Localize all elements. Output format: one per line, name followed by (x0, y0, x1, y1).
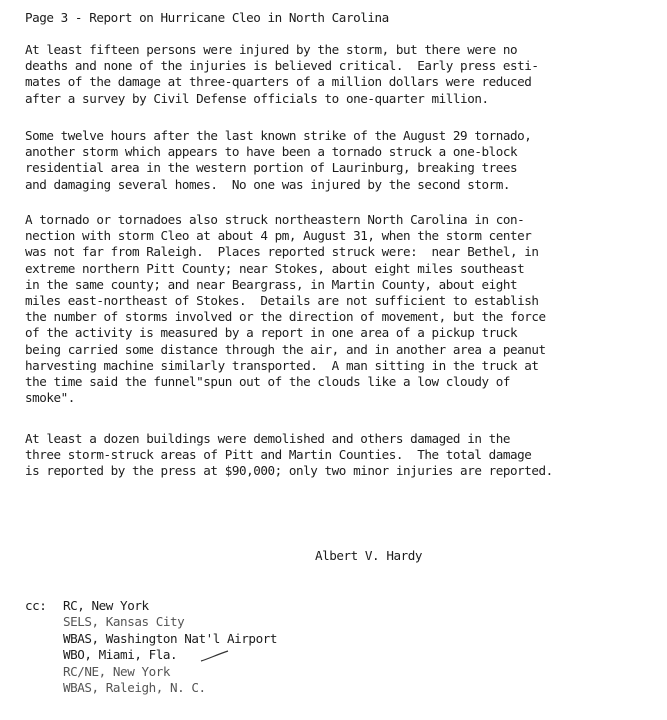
text-line: of the activity is measured by a report in one area of a pickup truck (25, 325, 518, 341)
cc-label: cc: (25, 598, 47, 613)
text-line: smoke". (25, 390, 75, 406)
cc-recipient: WBO, Miami, Fla. (63, 647, 178, 663)
text-line: after a survey by Civil Defense officials to one-quarter million. (25, 90, 489, 106)
text-line: is reported by the press at $90,000; only two minor injuries are reported. (25, 463, 553, 479)
text-line: At least fifteen persons were injured by the storm, but there were no (25, 42, 518, 57)
text-line: and damaging several homes. No one was injured by the second storm. (25, 176, 510, 192)
cc-recipient: SELS, Kansas City (63, 614, 185, 630)
text-line: being carried some distance through the air, and in another area a peanut (25, 341, 546, 357)
paragraph-injuries (25, 42, 539, 107)
text-line: harvesting machine similarly transported. A man sitting in the truck at (25, 357, 539, 373)
text-line: At least a dozen buildings were demolished and others damaged in the (25, 431, 510, 446)
cc-recipient: WBAS, Raleigh, N. C. (63, 679, 206, 695)
text-line: miles east-northeast of Stokes. Details are not sufficient to establish (25, 292, 539, 308)
text-line: the time said the funnel"spun out of the clouds like a low cloudy of (25, 373, 510, 389)
cc-recipient: RC/NE, New York (63, 663, 170, 679)
page-header: Page 3 - Report on Hurricane Cleo in North Carolina (25, 10, 389, 25)
paragraph-northeastern-tornadoes (25, 212, 546, 406)
text-line: deaths and none of the injuries is believed critical. Early press esti- (25, 58, 539, 74)
text-line: three storm-struck areas of Pitt and Martin Counties. The total damage (25, 447, 532, 463)
cc-recipient-list (63, 598, 277, 696)
cc-recipient: WBAS, Washington Nat'l Airport (63, 630, 277, 646)
paragraph-damage-summary (25, 431, 553, 480)
text-line: mates of the damage at three-quarters of a million dollars were reduced (25, 74, 532, 90)
pen-check-mark-icon (200, 648, 230, 664)
signature-name: Albert V. Hardy (315, 548, 422, 563)
text-line: was not far from Raleigh. Places reported struck were: near Bethel, in (25, 244, 539, 260)
text-line: nection with storm Cleo at about 4 pm, August 31, when the storm center (25, 228, 532, 244)
text-line: extreme northern Pitt County; near Stokes, about eight miles southeast (25, 260, 525, 276)
cc-recipient: RC, New York (63, 598, 149, 613)
text-line: another storm which appears to have been a tornado struck a one-block (25, 144, 518, 160)
paragraph-laurinburg (25, 128, 531, 193)
text-line: Some twelve hours after the last known strike of the August 29 tornado, (25, 128, 532, 143)
text-line: A tornado or tornadoes also struck northeastern North Carolina in con- (25, 212, 525, 227)
text-line: the number of storms involved or the direction of movement, but the force (25, 309, 546, 325)
text-line: residential area in the western portion of Laurinburg, breaking trees (25, 160, 518, 176)
text-line: in the same county; and near Beargrass, in Martin County, about eight (25, 276, 518, 292)
